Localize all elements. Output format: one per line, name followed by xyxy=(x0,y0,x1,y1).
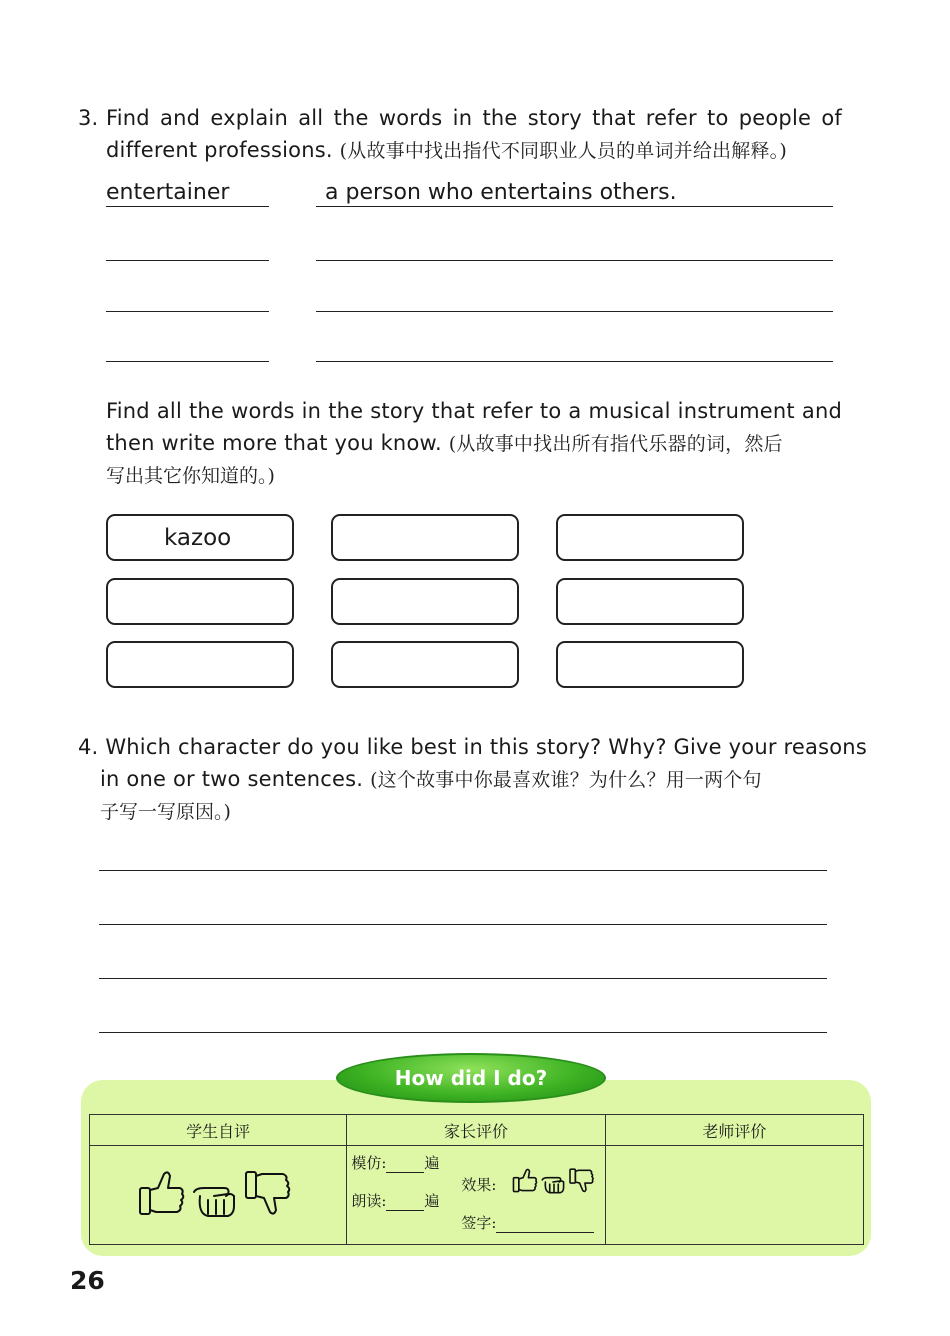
answer-line-1[interactable] xyxy=(99,870,827,871)
sign-label: 签字: xyxy=(461,1214,497,1232)
q4-prompt-line1-text: Which character do you like best in this story? Why? Give your reasons xyxy=(105,735,867,759)
instrument-box-5[interactable] xyxy=(331,578,519,625)
instrument-box-4[interactable] xyxy=(106,578,294,625)
definition-line-2[interactable] xyxy=(316,260,833,261)
word-line-4[interactable] xyxy=(106,361,269,362)
word-line-3[interactable] xyxy=(106,311,269,312)
answer-line-4[interactable] xyxy=(99,1032,827,1033)
instrument-prompt-line2-text: then write more that you know. xyxy=(106,431,442,455)
q4-number: 4. xyxy=(78,735,99,759)
self-eval-cell xyxy=(90,1146,347,1245)
definition-line-3[interactable] xyxy=(316,311,833,312)
read-row xyxy=(351,1190,439,1211)
q4-prompt-zh1: (这个故事中你最喜欢谁？为什么？用一两个句 xyxy=(370,769,762,791)
teacher-eval-cell[interactable] xyxy=(605,1146,863,1245)
page-number: 26 xyxy=(70,1266,105,1295)
word-line-2[interactable] xyxy=(106,260,269,261)
parent-eval-cell xyxy=(347,1146,605,1245)
answer-line-3[interactable] xyxy=(99,978,827,979)
sign-row xyxy=(461,1212,594,1233)
read-count-field[interactable] xyxy=(386,1210,424,1211)
instrument-prompt-zh2: 写出其它你知道的。) xyxy=(106,465,275,487)
read-label: 朗读: xyxy=(351,1192,387,1210)
example-definition: a person who entertains others. xyxy=(325,180,677,205)
thumbs-up-icon[interactable] xyxy=(140,1172,183,1214)
instrument-prompt-line1: Find all the words in the story that refer to a musical instrument and xyxy=(106,399,842,423)
q4-prompt-line2-text: in one or two sentences. xyxy=(100,767,364,791)
header-self: 学生自评 xyxy=(90,1115,347,1146)
instrument-prompt-zh1: (从故事中找出所有指代乐器的词，然后 xyxy=(448,433,783,455)
self-rating-icons xyxy=(136,1166,296,1226)
instrument-prompt-line2 xyxy=(106,427,842,460)
instrument-box-2[interactable] xyxy=(331,514,519,561)
header-parent: 家长评价 xyxy=(347,1115,605,1146)
q3-prompt-line2-text: different professions. xyxy=(106,138,333,162)
thumbs-sideways-icon[interactable] xyxy=(194,1188,234,1216)
imitate-count-field[interactable] xyxy=(386,1172,424,1173)
effect-label: 效果: xyxy=(461,1176,497,1194)
definition-line-4[interactable] xyxy=(316,361,833,362)
header-teacher: 老师评价 xyxy=(605,1115,863,1146)
evaluation-table xyxy=(89,1114,864,1245)
definition-line-1[interactable] xyxy=(316,206,833,207)
instrument-box-8[interactable] xyxy=(331,641,519,688)
sign-field[interactable] xyxy=(496,1232,594,1233)
evaluation-title-text: How did I do? xyxy=(394,1066,548,1090)
answer-line-2[interactable] xyxy=(99,924,827,925)
example-word: entertainer xyxy=(106,180,230,205)
instrument-box-1[interactable] xyxy=(106,514,294,561)
instrument-box-6[interactable] xyxy=(556,578,744,625)
q3-prompt-zh: (从故事中找出指代不同职业人员的单词并给出解释。) xyxy=(339,140,787,162)
instrument-box-7[interactable] xyxy=(106,641,294,688)
word-line-1[interactable] xyxy=(106,206,269,207)
instrument-box-9[interactable] xyxy=(556,641,744,688)
instrument-box-3[interactable] xyxy=(556,514,744,561)
thumbs-down-icon[interactable] xyxy=(246,1172,289,1214)
q4-prompt-line1 xyxy=(78,731,867,763)
thumbs-down-icon[interactable] xyxy=(570,1169,593,1191)
evaluation-title xyxy=(336,1053,606,1103)
imitate-label: 模仿: xyxy=(351,1154,387,1172)
imitate-unit: 遍 xyxy=(424,1154,440,1172)
q4-prompt-zh2: 子写一写原因。) xyxy=(100,801,231,823)
thumbs-up-icon[interactable] xyxy=(514,1169,537,1191)
q3-prompt-line2 xyxy=(106,134,787,167)
parent-rating-icons xyxy=(509,1166,599,1198)
read-unit: 遍 xyxy=(424,1192,440,1210)
thumbs-sideways-icon[interactable] xyxy=(543,1178,564,1193)
imitate-row xyxy=(351,1152,439,1173)
q4-prompt-line2 xyxy=(100,763,762,796)
q3-number: 3. xyxy=(78,106,99,130)
instrument-example: kazoo xyxy=(164,524,232,551)
q3-prompt-line1: Find and explain all the words in the story that refer to people of xyxy=(106,106,842,130)
